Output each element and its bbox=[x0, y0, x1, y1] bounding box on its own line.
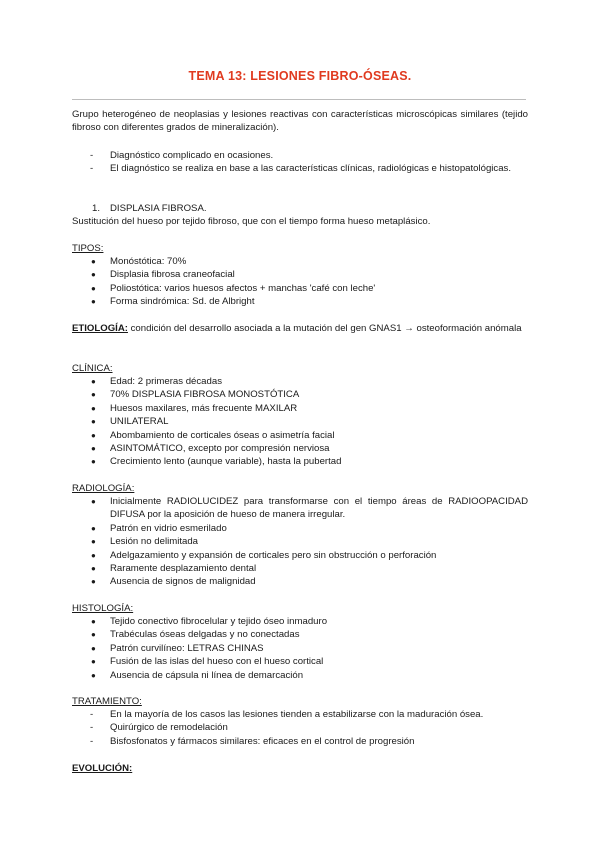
list-item: ● Raramente desplazamiento dental bbox=[91, 563, 257, 575]
list-item: ● Trabéculas óseas delgadas y no conectadas bbox=[91, 629, 300, 641]
evolucion-heading: EVOLUCIÓN: bbox=[72, 763, 133, 774]
tratamiento-heading: TRATAMIENTO: bbox=[72, 696, 142, 707]
list-item: ● Adelgazamiento y expansión de corticales pero sin obstrucción o perforación bbox=[91, 549, 437, 561]
list-item: ● UNILATERAL bbox=[91, 416, 169, 428]
radiologia-list bbox=[72, 495, 528, 589]
list-item: ● Ausencia de signos de malignidad bbox=[91, 576, 256, 588]
list-item: - Quirúrgico de remodelación bbox=[90, 722, 228, 734]
list-item: - El diagnóstico se realiza en base a las características clínicas, radiológicas e histopatológicas. bbox=[90, 163, 512, 175]
section-heading: 1. DISPLASIA FIBROSA. bbox=[92, 203, 207, 214]
list-item: ● Fusión de las islas del hueso con el hueso cortical bbox=[91, 656, 324, 668]
list-item: ● Inicialmente RADIOLUCIDEZ para transformarse con el tiempo áreas de RADIOOPACIDAD DIFUSA por la aposición de hueso de manera irregular. bbox=[91, 496, 528, 521]
list-item: ● Poliostótica: varios huesos afectos + manchas 'café con leche' bbox=[91, 282, 376, 294]
intro-list bbox=[72, 149, 528, 176]
etiologia-heading: ETIOLOGÍA: bbox=[72, 323, 128, 334]
radiologia-heading: RADIOLOGÍA: bbox=[72, 483, 135, 494]
list-item: ● 70% DISPLASIA FIBROSA MONOSTÓTICA bbox=[91, 389, 300, 401]
list-item: ● Edad: 2 primeras décadas bbox=[91, 376, 222, 387]
list-item: ● Huesos maxilares, más frecuente MAXILAR bbox=[91, 402, 298, 414]
tratamiento-list bbox=[72, 708, 528, 748]
list-item: ● Abombamiento de corticales óseas o asimetría facial bbox=[91, 429, 335, 441]
list-item: - Diagnóstico complicado en ocasiones. bbox=[90, 150, 274, 161]
list-item: ● Forma sindrómica: Sd. de Albright bbox=[91, 296, 255, 308]
histologia-list bbox=[72, 615, 528, 682]
list-item: - Bisfosfonatos y fármacos similares: eficaces en el control de progresión bbox=[90, 735, 415, 747]
tipos-heading: TIPOS: bbox=[72, 243, 104, 254]
tipos-list bbox=[72, 255, 528, 309]
list-item: ● Ausencia de cápsula ni línea de demarcación bbox=[91, 669, 304, 681]
list-item: - En la mayoría de los casos las lesiones tienden a estabilizarse con la maduración ósea. bbox=[90, 709, 484, 720]
list-item: ● ASINTOMÁTICO, excepto por compresión nerviosa bbox=[91, 443, 330, 455]
page-title: TEMA 13: LESIONES FIBRO-ÓSEAS. bbox=[188, 69, 412, 83]
list-item: ● Lesión no delimitada bbox=[91, 536, 199, 548]
clinica-heading: CLÍNICA: bbox=[72, 363, 113, 374]
list-item: ● Tejido conectivo fibrocelular y tejido óseo inmaduro bbox=[91, 616, 328, 627]
etiologia-paragraph: ETIOLOGÍA: condición del desarrollo asociada a la mutación del gen GNAS1 → osteoformación anómala bbox=[72, 323, 522, 334]
histologia-heading: HISTOLOGÍA: bbox=[72, 603, 134, 614]
section-text: Sustitución del hueso por tejido fibroso, que con el tiempo forma hueso metaplásico. bbox=[72, 216, 431, 227]
intro-paragraph: Grupo heterogéneo de neoplasias y lesiones reactivas con características microscópicas similares (tejido fibroso con diferentes grados de mineralización). bbox=[72, 109, 528, 134]
list-item: ● Patrón en vidrio esmerilado bbox=[91, 522, 227, 534]
list-item: ● Patrón curvilíneo: LETRAS CHINAS bbox=[91, 642, 264, 654]
clinica-list bbox=[72, 375, 528, 469]
list-item: ● Crecimiento lento (aunque variable), hasta la pubertad bbox=[91, 456, 342, 468]
list-item: ● Displasia fibrosa craneofacial bbox=[91, 269, 235, 281]
list-item: ● Monóstótica: 70% bbox=[91, 256, 187, 267]
title-divider bbox=[72, 99, 526, 100]
